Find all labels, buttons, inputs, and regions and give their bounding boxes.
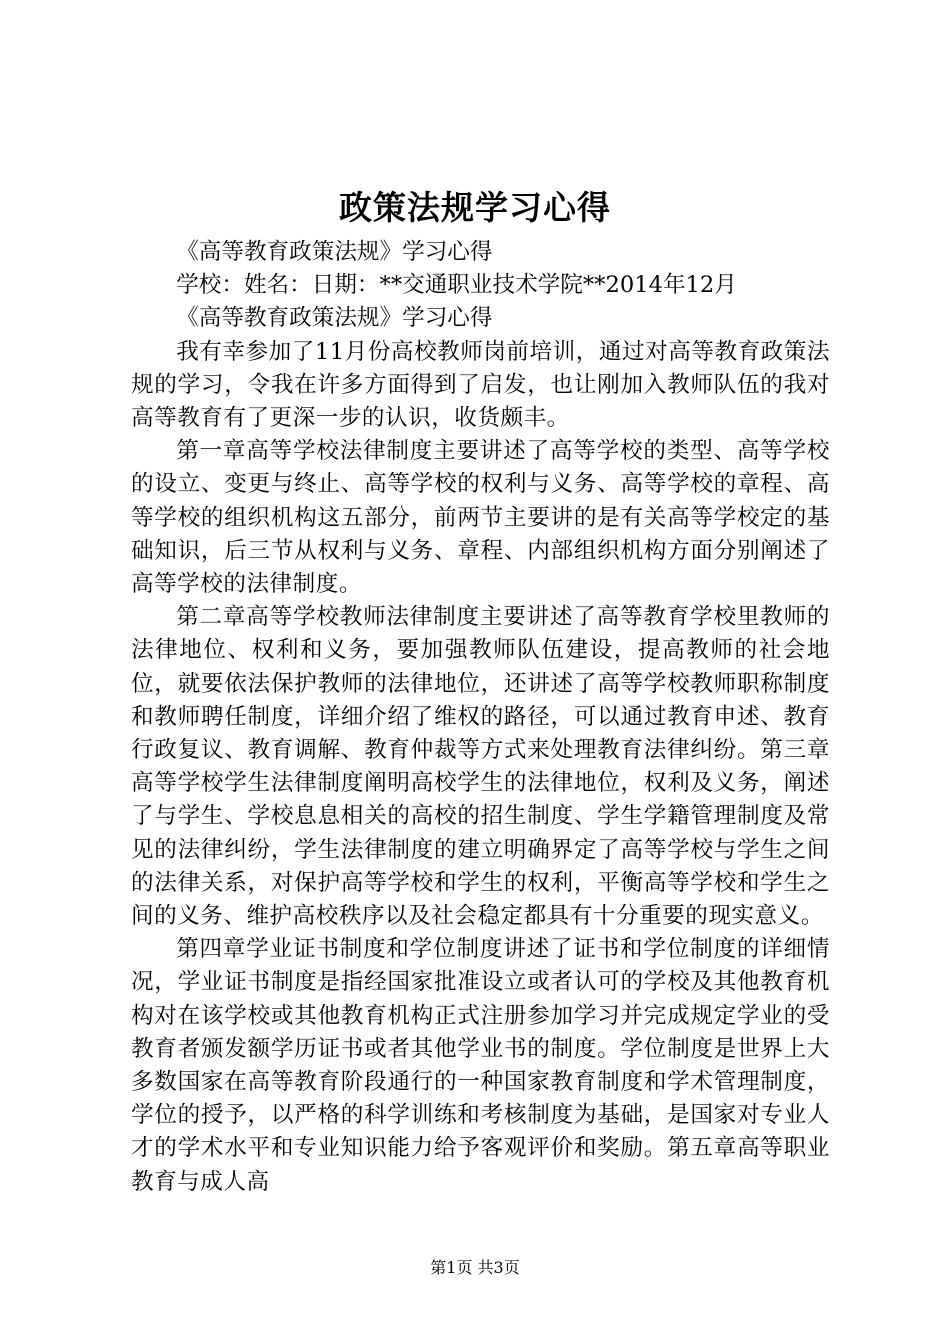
paragraph-chapter-2-3: 第二章高等学校教师法律制度主要讲述了高等教育学校里教师的法律地位、权利和义务，要加强教师队伍建设，提高教师的社会地位，就要依法保护教师的法律地位，还讲述了高等学校教师职称制度和教师聘任制度，详细介绍了维权的路径，可以通过教育申述、教育行政复议、教育调解、教育仲裁等方式来处理教育法律纠纷。第三章高等学校学生法律制度阐明高校学生的法律地位，权利及义务，阐述了与学生、学校息息相关的高校的招生制度、学生学籍管理制度及常见的法律纠纷，学生法律制度的建立明确界定了高等学校与学生之间的法律关系，对保护高等学校和学生的权利，平衡高等学校和学生之间的义务、维护高校秩序以及社会稳定都具有十分重要的现实意义。 [131,604,830,930]
paragraph-subtitle: 《高等教育政策法规》学习心得 [176,239,493,265]
document-title: 政策法规学习心得 [339,188,611,227]
paragraph-subtitle-repeat: 《高等教育政策法规》学习心得 [176,305,493,332]
page-footer: 第1页 共3页 [430,1258,520,1277]
paragraph-meta: 学校：姓名：日期：**交通职业技术学院**2014年12月 [176,272,737,299]
document-body [131,236,830,1199]
paragraph-chapter-1: 第一章高等学校法律制度主要讲述了高等学校的类型、高等学校的设立、变更与终止、高等学校的权利与义务、高等学校的章程、高等学校的组织机构这五部分，前两节主要讲的是有关高等学校定的基础知识，后三节从权利与义务、章程、内部组织机构方面分别阐述了高等学校的法律制度。 [131,438,830,598]
paragraph-chapter-4-5: 第四章学业证书制度和学位制度讲述了证书和学位制度的详细情况，学业证书制度是指经国家批准设立或者认可的学校及其他教育机构对在该学校或其他教育机构正式注册参加学习并完成规定学业的受教育者颁发额学历证书或者其他学业书的制度。学位制度是世界上大多数国家在高等教育阶段通行的一种国家教育制度和学术管理制度，学位的授予，以严格的科学训练和考核制度为基础，是国家对专业人才的学术水平和专业知识能力给予客观评价和奖励。第五章高等职业教育与成人高 [131,936,830,1195]
paragraph-intro: 我有幸参加了11月份高校教师岗前培训，通过对高等教育政策法规的学习，令我在许多方面得到了启发，也让刚加入教师队伍的我对高等教育有了更深一步的认识，收货颇丰。 [131,338,830,432]
